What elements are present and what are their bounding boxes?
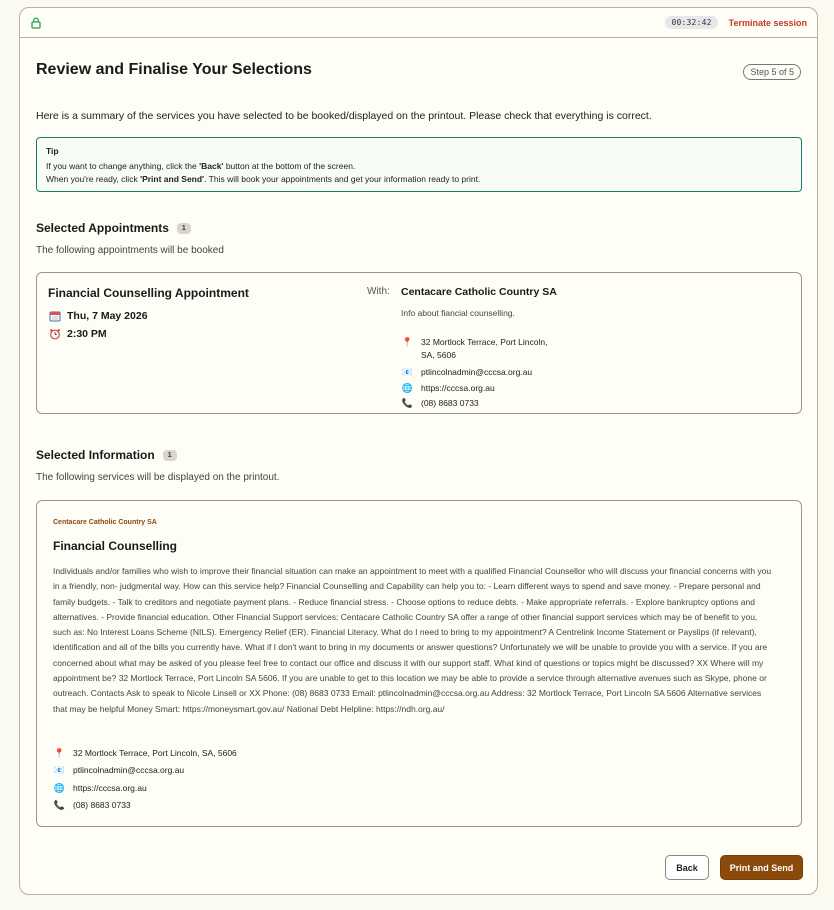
lock-icon bbox=[29, 16, 43, 30]
appointment-website bbox=[401, 382, 495, 395]
tip-back-emphasis: 'Back' bbox=[199, 161, 224, 171]
provider-name: Centacare Catholic Country SA bbox=[401, 286, 557, 298]
information-subtitle: The following services will be displayed on the printout. bbox=[36, 472, 280, 483]
back-button[interactable]: Back bbox=[665, 855, 709, 880]
map-pin-icon: 📍 bbox=[401, 337, 414, 347]
email-icon: 📧 bbox=[401, 367, 414, 377]
email-text[interactable]: ptlincolnadmin@cccsa.org.au bbox=[421, 367, 533, 377]
address-line-1: 32 Mortlock Terrace, Port Lincoln, bbox=[421, 337, 548, 347]
website-link[interactable]: https://cccsa.org.au bbox=[421, 383, 495, 393]
appointment-title: Financial Counselling Appointment bbox=[48, 286, 249, 300]
email-text[interactable]: ptlincolnadmin@cccsa.org.au bbox=[73, 765, 185, 775]
email-icon: 📧 bbox=[53, 765, 66, 775]
information-count-badge: 1 bbox=[163, 450, 177, 461]
information-section-title bbox=[36, 448, 177, 462]
appointment-card bbox=[36, 272, 802, 414]
globe-icon: 🌐 bbox=[53, 783, 66, 793]
service-title: Financial Counselling bbox=[53, 539, 178, 553]
appointment-date-row bbox=[48, 309, 148, 322]
with-label: With: bbox=[367, 286, 390, 297]
session-bar bbox=[20, 8, 817, 38]
phone-icon: 📞 bbox=[53, 800, 66, 810]
session-timer: 00:32:42 bbox=[665, 16, 717, 29]
tip-line-print bbox=[46, 173, 792, 186]
intro-text: Here is a summary of the services you have selected to be booked/displayed on the printout. Please check that everything is correct. bbox=[36, 110, 652, 122]
tip-text: . This will book your appointments and get your information ready to print. bbox=[204, 174, 481, 184]
tip-text: When you're ready, click bbox=[46, 174, 141, 184]
tip-text: If you want to change anything, click the bbox=[46, 161, 200, 171]
tip-text: button at the bottom of the screen. bbox=[223, 161, 356, 171]
service-email bbox=[53, 764, 184, 777]
map-pin-icon: 📍 bbox=[53, 748, 66, 758]
terminate-session-link[interactable]: Terminate session bbox=[728, 17, 807, 28]
phone-text: (08) 8683 0733 bbox=[73, 800, 131, 810]
appointments-title-text: Selected Appointments bbox=[36, 221, 169, 235]
appointment-phone bbox=[401, 397, 479, 410]
information-title-text: Selected Information bbox=[36, 448, 155, 462]
service-address bbox=[53, 747, 237, 760]
alarm-clock-icon bbox=[48, 327, 61, 340]
service-website bbox=[53, 782, 147, 795]
organisation-label: Centacare Catholic Country SA bbox=[53, 519, 157, 526]
globe-icon: 🌐 bbox=[401, 383, 414, 393]
website-link[interactable]: https://cccsa.org.au bbox=[73, 783, 147, 793]
calendar-icon bbox=[48, 309, 61, 322]
tip-title: Tip bbox=[46, 146, 59, 156]
address-line-2: SA, 5606 bbox=[421, 350, 456, 360]
step-badge: Step 5 of 5 bbox=[743, 64, 801, 80]
kiosk-frame bbox=[19, 7, 818, 895]
service-description: Individuals and/or families who wish to improve their financial situation can make an appointment to meet with a qualified Financial Counsellor who will discuss your financial concerns with you in a friendly, non- judgmental way. How can this service help? Financial Counselling and Capability can help you to: - Learn different ways to spend and save money. - Prepare personal and family budgets. - Talk to creditors and negotiate payment plans. - Reduce financial stress. - Choose options to reduce debts. - Make appropriate referrals. - Explore bankruptcy options and alternatives. - Provide financial education. Other Financial Support services: Centacare Catholic Country SA offer a range of other financial support services which may be of benefit to you, such as: No Interest Loans Scheme (NILS). Emergency Relief (ER). Financial Literacy. What do I need to bring to my appointment? A Centrelink Income Statement or Payslips (if relevant), identification and all of the bills you currently have. What if I don't want to bring in my documents or answer questions? Unfortunately we will be unable to provide you with a service. If you are concerned about what may be asked of you please feel free to contact our office and discuss it with our support staff. What kind of questions or topics might be discussed? XX Where will my appointment be? 32 Mortlock Terrace, Port Lincoln SA 5606. If you are unable to get to this location we may be able to provide a service through alternative avenues such as Skype, phone or outreach. Contacts Ask to speak to Nicole Linsell or XX Phone: (08) 8683 0733 Email: ptlincolnadmin@cccsa.org.au Address: 32 Mortlock Terrace, Port Lincoln SA 5606 Alternative services that may be helpful Money Smart: https://moneysmart.gov.au/ National Debt Helpline: https://ndh.org.au/ bbox=[53, 566, 772, 714]
provider-info: Info about fiancial counselling. bbox=[401, 308, 515, 318]
appointment-time: 2:30 PM bbox=[67, 327, 107, 340]
appointments-subtitle: The following appointments will be booked bbox=[36, 245, 224, 256]
appointments-section-title bbox=[36, 221, 191, 235]
tip-box bbox=[36, 137, 802, 192]
tip-line-back bbox=[46, 160, 792, 173]
phone-text: (08) 8683 0733 bbox=[421, 398, 479, 408]
address-text bbox=[421, 336, 547, 362]
appointment-date: Thu, 7 May 2026 bbox=[67, 309, 148, 322]
service-phone bbox=[53, 799, 131, 812]
print-and-send-button[interactable]: Print and Send bbox=[720, 855, 803, 880]
page-title: Review and Finalise Your Selections bbox=[36, 61, 312, 78]
appointment-time-row bbox=[48, 327, 107, 340]
tip-print-emphasis: 'Print and Send' bbox=[140, 174, 205, 184]
appointment-address bbox=[401, 336, 547, 362]
phone-icon: 📞 bbox=[401, 398, 414, 408]
session-controls bbox=[665, 16, 807, 29]
information-card bbox=[36, 500, 802, 827]
appointments-count-badge: 1 bbox=[177, 223, 191, 234]
address-text: 32 Mortlock Terrace, Port Lincoln, SA, 5606 bbox=[73, 748, 237, 758]
appointment-email bbox=[401, 366, 532, 379]
